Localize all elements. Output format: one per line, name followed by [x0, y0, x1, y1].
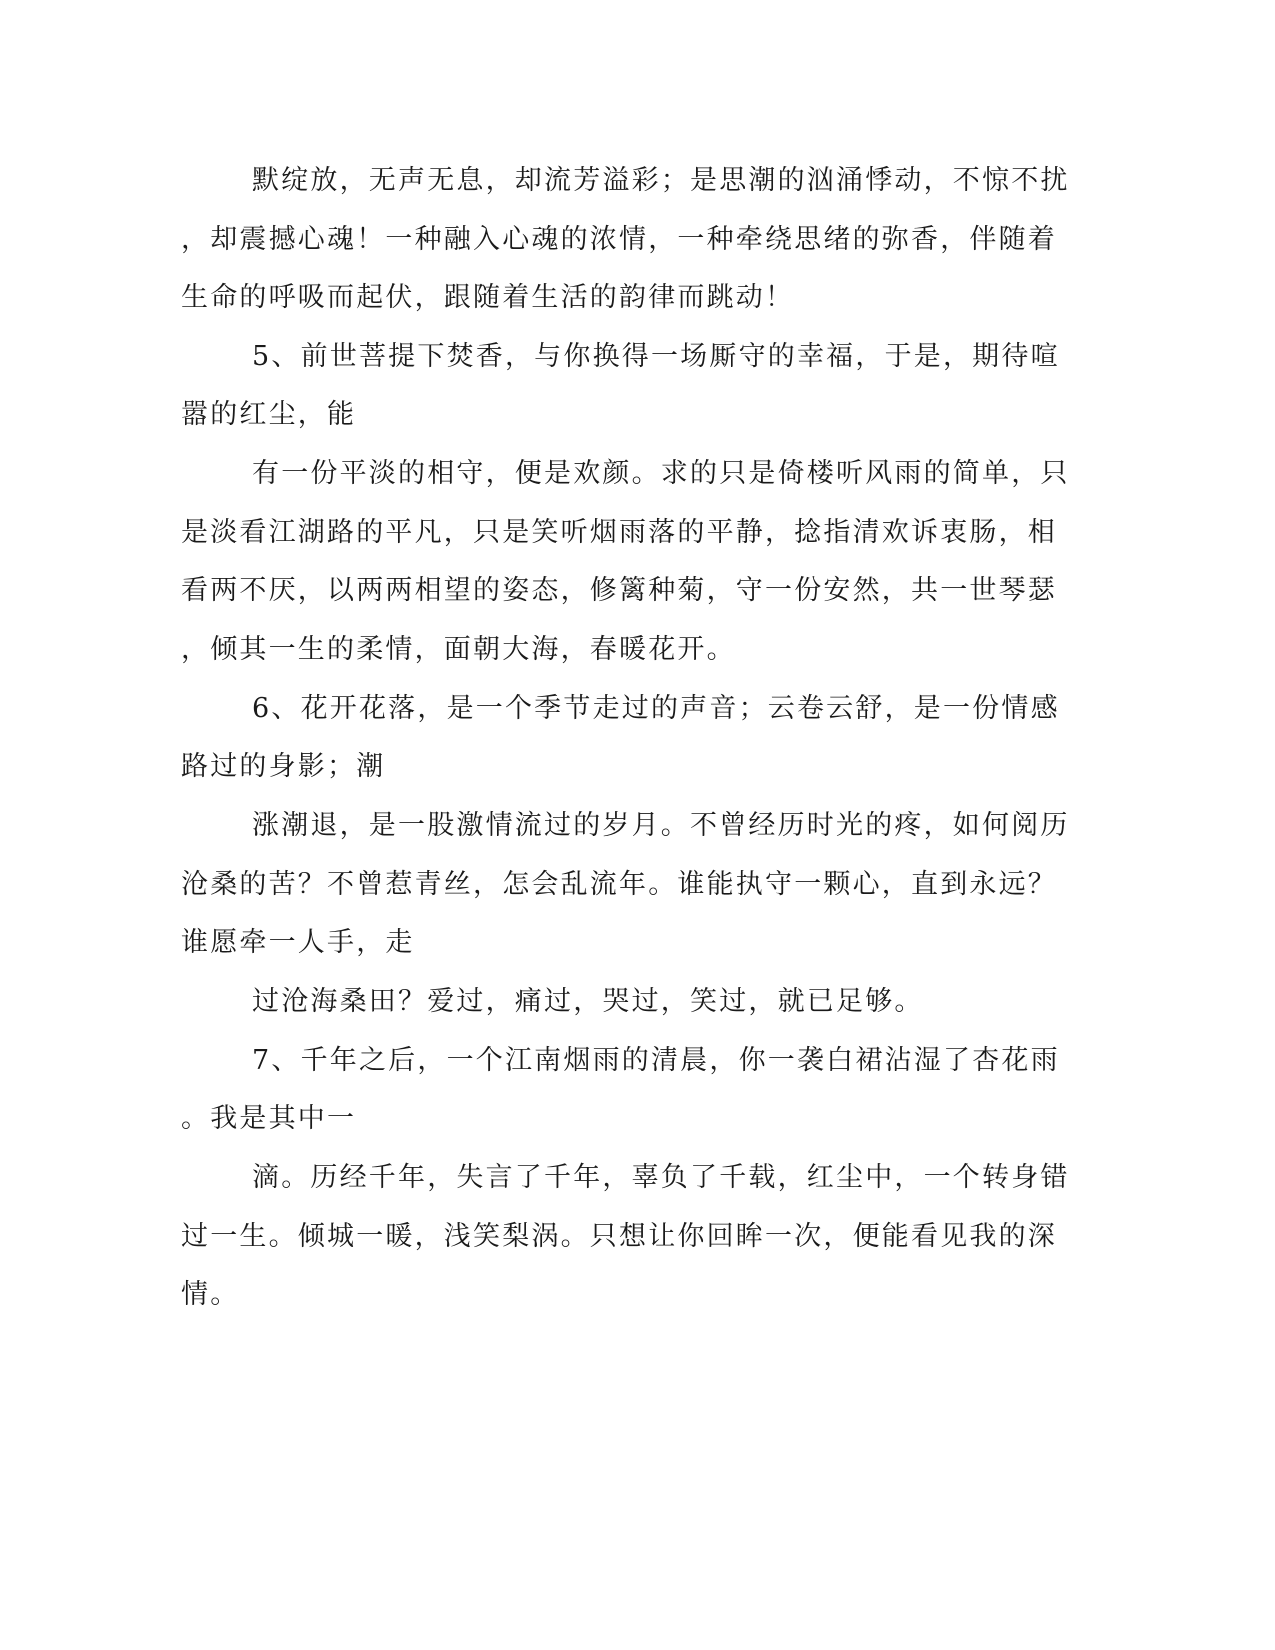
- text-line: 。我是其中一: [181, 1103, 357, 1134]
- text-line: 5、前世菩提下焚香，与你换得一场厮守的幸福，于是，期待喧: [252, 341, 1060, 372]
- text-line: 嚣的红尘，能: [181, 399, 357, 430]
- text-line: 过一生。倾城一暖，浅笑梨涡。只想让你回眸一次，便能看见我的深: [181, 1221, 1057, 1252]
- text-line: 7、千年之后，一个江南烟雨的清晨，你一袭白裙沾湿了杏花雨: [252, 1045, 1060, 1076]
- text-line: 生命的呼吸而起伏，跟随着生活的韵律而跳动！: [181, 282, 795, 313]
- text-line: 涨潮退，是一股激情流过的岁月。不曾经历时光的疼，如何阅历: [252, 810, 1070, 841]
- text-line: 看两不厌，以两两相望的姿态，修篱种菊，守一份安然，共一世琴瑟: [181, 575, 1057, 606]
- text-line: 谁愿牵一人手，走: [181, 927, 415, 958]
- text-line: 过沧海桑田？爱过，痛过，哭过，笑过，就已足够。: [252, 986, 924, 1017]
- text-line: ，却震撼心魂！一种融入心魂的浓情，一种牵绕思绪的弥香，伴随着: [181, 224, 1057, 255]
- text-line: 有一份平淡的相守，便是欢颜。求的只是倚楼听风雨的简单，只: [252, 458, 1070, 489]
- text-line: ，倾其一生的柔情，面朝大海，春暖花开。: [181, 634, 736, 665]
- text-line: 6、花开花落，是一个季节走过的声音；云卷云舒，是一份情感: [252, 693, 1060, 724]
- text-line: 是淡看江湖路的平凡，只是笑听烟雨落的平静，捻指清欢诉衷肠，相: [181, 517, 1057, 548]
- text-line: 沧桑的苦？不曾惹青丝，怎会乱流年。谁能执守一颗心，直到永远？: [181, 869, 1057, 900]
- text-line: 滴。历经千年，失言了千年，辜负了千载，红尘中，一个转身错: [252, 1162, 1070, 1193]
- text-line: 路过的身影；潮: [181, 751, 386, 782]
- text-line: 默绽放，无声无息，却流芳溢彩；是思潮的汹涌悸动，不惊不扰: [252, 165, 1070, 196]
- text-line: 情。: [181, 1279, 240, 1310]
